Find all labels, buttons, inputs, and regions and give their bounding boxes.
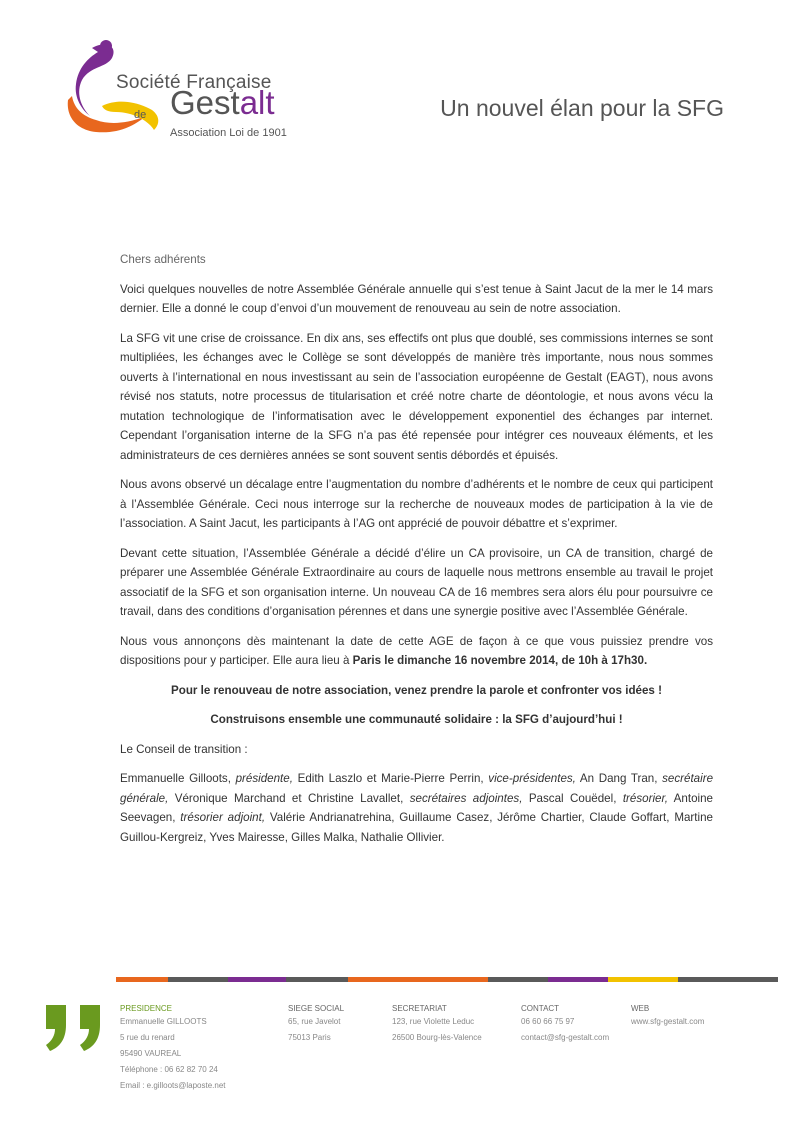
footer-siege-line: 65, rue Javelot — [288, 1017, 341, 1026]
member-5: Pascal Couëdel, — [522, 791, 623, 805]
footer-presidence-line: 5 rue du renard — [120, 1033, 175, 1042]
page-headline: Un nouvel élan pour la SFG — [440, 95, 724, 121]
footer-contact-title: CONTACT — [521, 1004, 560, 1013]
member-7: Valérie Andrianatrehina, Guillaume Casez, Jérôme Chartier, Claude Goffart, Martine Guillou-Kergreiz, Yves Mairesse, Gilles Malka, Nathalie Ollivier. — [120, 811, 713, 844]
role-5: trésorier, — [622, 791, 668, 805]
footer-divider — [116, 977, 778, 982]
member-4: Véronique Marchand et Christine Lavallet, — [168, 791, 410, 805]
event-date: Paris le dimanche 16 novembre 2014, de 10h à 17h30. — [352, 654, 648, 667]
stripe-grey-2 — [286, 977, 348, 982]
letter-body — [120, 250, 713, 857]
logo-text-association: Association Loi de 1901 — [170, 127, 287, 139]
stripe-orange-2 — [348, 977, 418, 982]
sfg-logo — [62, 36, 302, 146]
footer-presidence-email[interactable]: Email : e.gilloots@laposte.net — [120, 1081, 226, 1090]
footer-secretariat — [392, 1002, 482, 1044]
logo-text-de: de — [134, 109, 147, 121]
footer-web-link[interactable]: www.sfg-gestalt.com — [631, 1017, 705, 1026]
stripe-yellow — [608, 977, 678, 982]
stripe-purple — [228, 977, 286, 982]
footer-presidence — [120, 1002, 226, 1092]
footer-secretariat-title: SECRETARIAT — [392, 1004, 447, 1013]
paragraph-4: Devant cette situation, l’Assemblée Générale a décidé d’élire un CA provisoire, un CA de transition, chargé de préparer une Assemblée Générale Extraordinaire au cours de laquelle nous mettrons ensemble au travail le projet associatif de la SFG et son organisation interne. Un nouveau CA de 16 membres sera alors élu pour poursuivre ce travail, dans des conditions d’organisation pérennes et dans une synergie positive avec l’Assemblée Générale. — [120, 546, 713, 618]
member-1: Emmanuelle Gilloots, — [120, 772, 236, 785]
role-2: vice-présidentes, — [488, 772, 576, 785]
footer-web — [631, 1002, 704, 1028]
footer-secretariat-line: 123, rue Violette Leduc — [392, 1017, 475, 1026]
role-1: présidente, — [235, 772, 293, 785]
member-6: Antoine Seevagen, — [120, 791, 713, 824]
footer-presidence-line: Emmanuelle GILLOOTS — [120, 1017, 207, 1026]
stripe-grey — [168, 977, 228, 982]
paragraph-1: Voici quelques nouvelles de notre Assemblée Générale annuelle qui s’est tenue à Saint Jacut de la mer le 14 mars dernier. Elle a donné le coup d’envoi d’un mouvement de renouveau au sein de notre association. — [120, 282, 713, 315]
stripe-grey-4 — [678, 977, 778, 982]
footer-contact-email[interactable]: contact@sfg-gestalt.com — [521, 1033, 610, 1042]
logo-text-societe: Société Française — [116, 72, 272, 93]
footer-siege-line: 75013 Paris — [288, 1033, 331, 1042]
footer-siege-title: SIEGE SOCIAL — [288, 1004, 345, 1013]
member-2: Edith Laszlo et Marie-Pierre Perrin, — [292, 772, 489, 785]
footer-presidence-title: PRESIDENCE — [120, 1004, 173, 1013]
quote-marks-icon — [44, 1003, 106, 1053]
footer-presidence-line: 95490 VAUREAL — [120, 1049, 182, 1058]
footer-presidence-phone: Téléphone : 06 62 82 70 24 — [120, 1065, 218, 1074]
footer-contact — [521, 1002, 609, 1044]
role-3: secrétaire générale, — [120, 772, 714, 805]
paragraph-3: Nous avons observé un décalage entre l’augmentation du nombre d’adhérents et le nombre de ceux qui participent à l’Assemblée Générale. Ceci nous interroge sur la recherche de nouveaux modes de participation à la vie de l’association. A Saint Jacut, les participants à l’AG ont apprécié de pouvoir débattre et s’exprimer. — [120, 478, 713, 530]
call-to-action-2: Construisons ensemble une communauté solidaire : la SFG d’aujourd’hui ! — [210, 713, 623, 726]
stripe-orange-3 — [418, 977, 488, 982]
council-members — [120, 769, 713, 847]
logo-text-gestalt — [170, 86, 275, 119]
stripe-grey-3 — [488, 977, 548, 982]
logo-text-gestalt-a: Gest — [170, 84, 240, 121]
paragraph-5-text: Nous vous annonçons dès maintenant la date de cette AGE de façon à ce que vous puissiez prendre vos dispositions pour y participer. Elle aura lieu à — [120, 634, 713, 667]
stripe-orange — [116, 977, 168, 982]
role-6: trésorier adjoint, — [180, 811, 266, 824]
logo-text-gestalt-b: alt — [239, 84, 275, 121]
greeting: Chers adhérents — [120, 253, 206, 266]
member-3: An Dang Tran, — [575, 772, 663, 785]
role-4: secrétaires adjointes, — [409, 791, 523, 805]
call-to-action-1: Pour le renouveau de notre association, venez prendre la parole et confronter vos idées ! — [171, 683, 662, 697]
signature-heading: Le Conseil de transition : — [120, 742, 248, 756]
stripe-purple-2 — [548, 977, 608, 982]
footer-secretariat-line: 26500 Bourg-lès-Valence — [392, 1033, 482, 1042]
footer-web-title: WEB — [631, 1004, 650, 1013]
paragraph-5 — [120, 632, 713, 671]
footer-siege — [288, 1002, 344, 1044]
paragraph-2: La SFG vit une crise de croissance. En dix ans, ses effectifs ont plus que doublé, ses commissions internes se sont multipliées, les échanges avec le Collège se sont développés de manière très importante, nous nous sommes ouverts à l’international en nous investissant au sein de l’association européenne de Gestalt (EAGT), nous avons révisé nos statuts, notre processus de titularisation et créé notre charte de déontologie, et nous avons vécu la mutation technologique de l’informatisation avec le développement exponentiel des échanges par internet. Cependant l’organisation interne de la SFG n’a pas été repensée pour intégrer ces nouveaux éléments, et les administrateurs de ces dernières années se sont souvent sentis débordés et épuisés. — [120, 331, 713, 462]
footer-contact-phone: 06 60 66 75 97 — [521, 1017, 575, 1026]
